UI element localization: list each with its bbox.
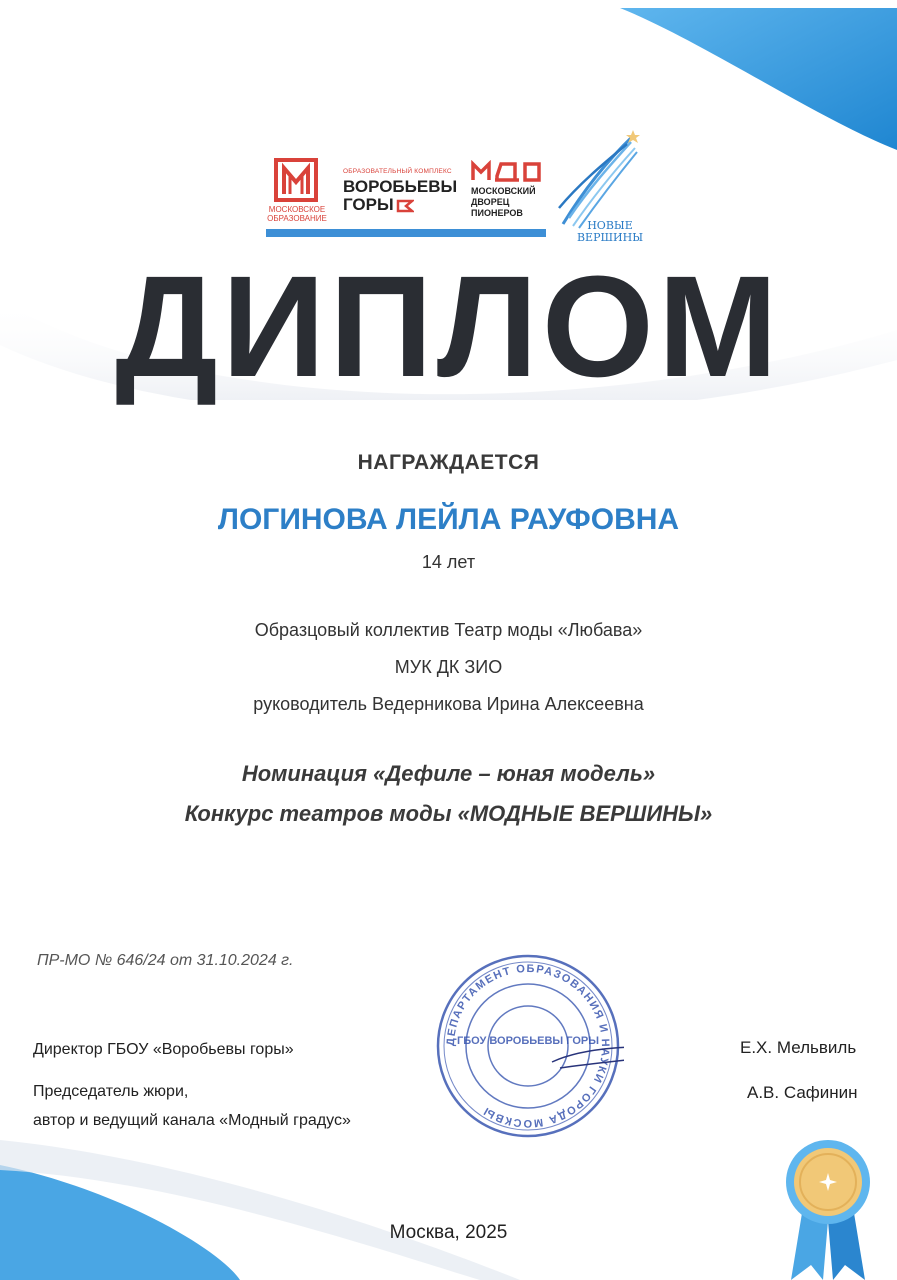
jury-chair-name: А.В. Сафинин	[747, 1083, 858, 1102]
logo-underline-bar	[266, 229, 546, 237]
city-year: Москва, 2025	[389, 1222, 508, 1243]
leader-line: руководитель Ведерникова Ирина Алексеевна	[253, 694, 644, 714]
palace-label: МОСКОВСКИЙ ДВОРЕЦ ПИОНЕРОВ	[471, 186, 536, 218]
complex-name-label: ВОРОБЬЕВЫ ГОРЫ	[343, 177, 458, 214]
jury-chair-label-2: автор и ведущий канала «Модный градус»	[33, 1112, 351, 1129]
recipient-name: ЛОГИНОВА ЛЕЙЛА РАУФОВНА	[217, 503, 680, 536]
official-seal-icon	[432, 950, 624, 1142]
new-peaks-logo-icon	[555, 128, 645, 233]
moscow-education-label: МОСКОВСКОЕ ОБРАЗОВАНИЕ	[267, 205, 327, 223]
complex-small-label: ОБРАЗОВАТЕЛЬНЫЙ КОМПЛЕКС	[343, 168, 452, 175]
director-name: Е.Х. Мельвиль	[740, 1038, 857, 1057]
palace-logo-icon	[471, 160, 543, 182]
recipient-age: 14 лет	[421, 552, 476, 572]
diploma-title: ДИПЛОМ	[115, 246, 782, 407]
director-label: Директор ГБОУ «Воробьевы горы»	[33, 1041, 294, 1058]
seal-center-text: ГБОУ ВОРОБЬЕВЫ ГОРЫ	[457, 1035, 599, 1047]
order-number: ПР-МО № 646/24 от 31.10.2024 г.	[37, 952, 294, 969]
awarded-heading: НАГРАЖДАЕТСЯ	[357, 451, 540, 474]
complex-logo-mark-icon	[396, 199, 414, 213]
collective-line: Образцовый коллектив Театр моды «Любава»	[254, 620, 643, 640]
jury-chair-label: Председатель жюри,	[33, 1083, 189, 1100]
contest-line: Конкурс театров моды «МОДНЫЕ ВЕРШИНЫ»	[184, 801, 713, 826]
nomination-line: Номинация «Дефиле – юная модель»	[241, 761, 656, 786]
new-peaks-label: НОВЫЕ ВЕРШИНЫ	[576, 219, 644, 244]
medal-ribbon-icon	[783, 1137, 873, 1280]
seal-ring-text: ДЕПАРТАМЕНТ ОБРАЗОВАНИЯ И НАУКИ ГОРОДА МОСКВЫ	[444, 962, 612, 1130]
organization-line: МУК ДК ЗИО	[394, 657, 503, 677]
